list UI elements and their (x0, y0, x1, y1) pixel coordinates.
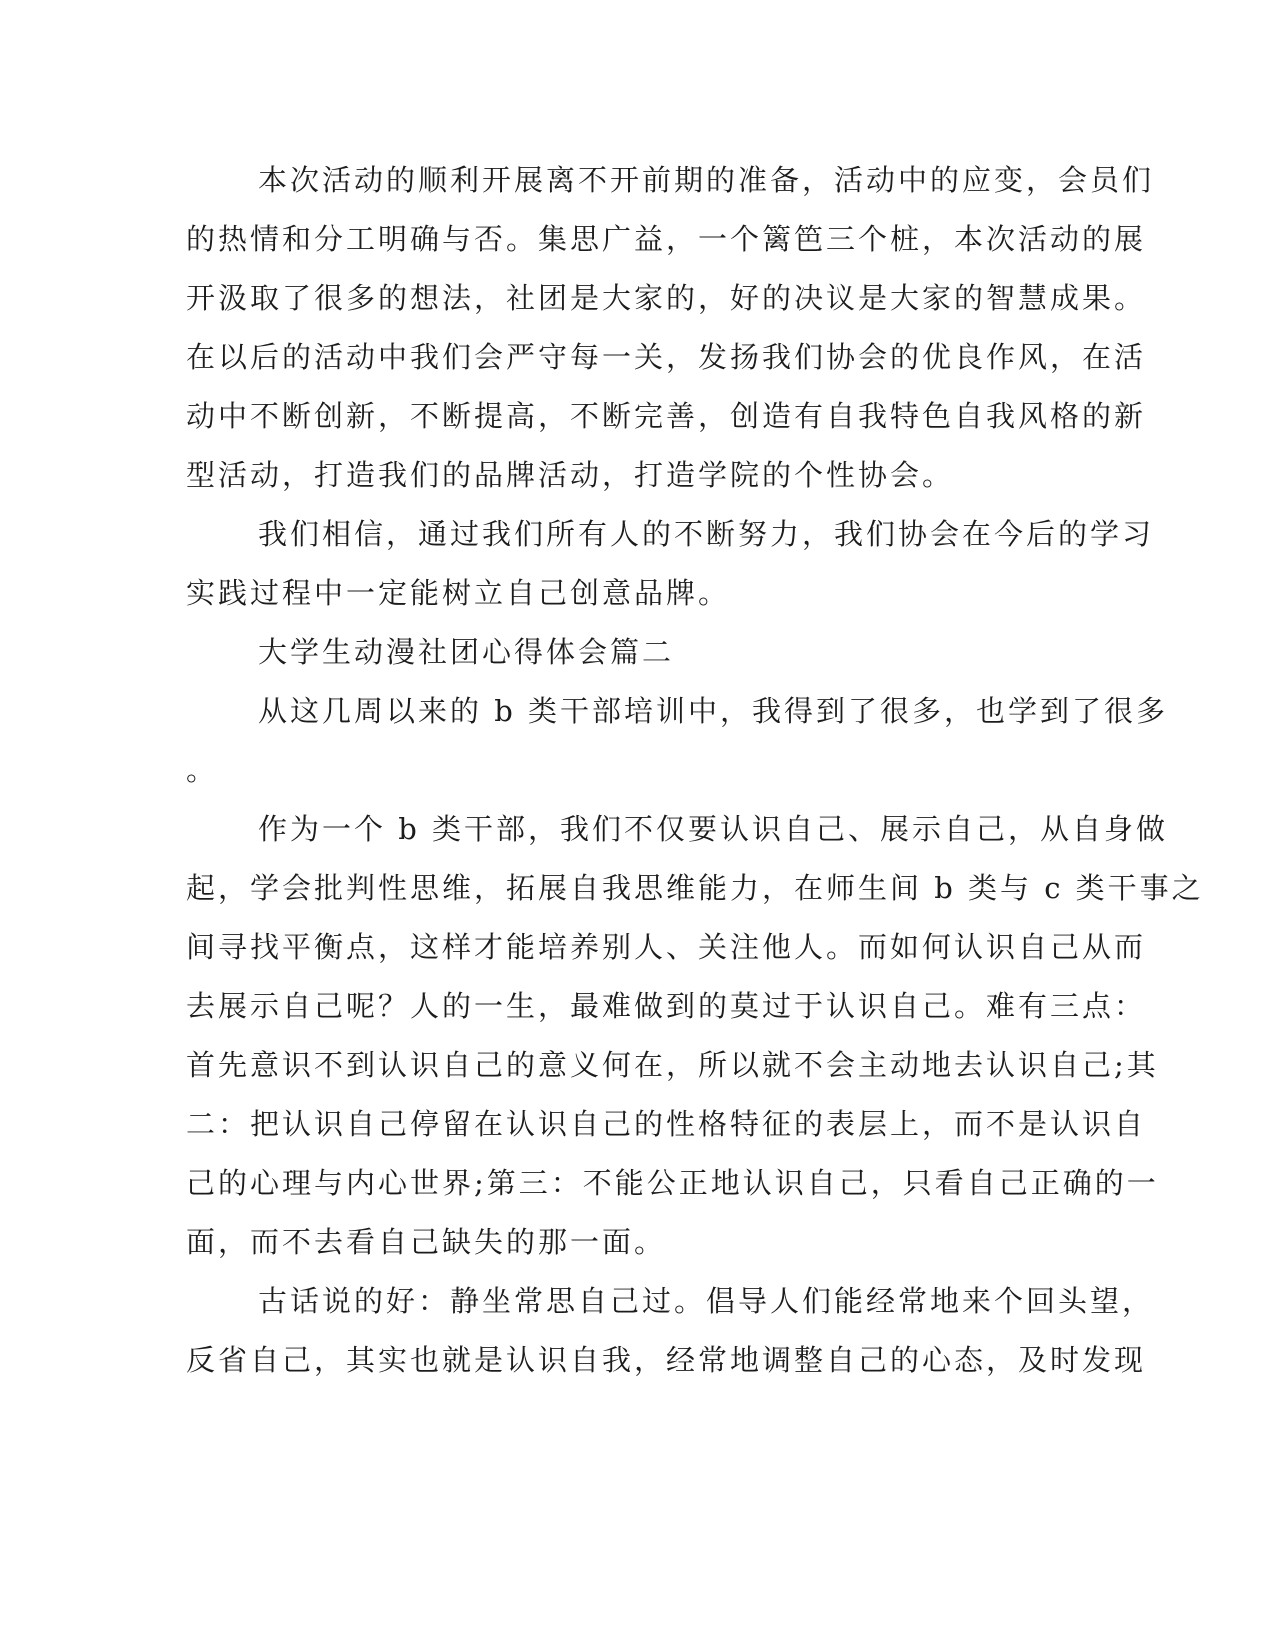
text-line: 。 (186, 753, 219, 787)
text-line: 间寻找平衡点，这样才能培养别人、关注他人。而如何认识自己从而 (186, 930, 1147, 964)
text-line: 我们相信，通过我们所有人的不断努力，我们协会在今后的学习 (258, 517, 1155, 551)
text-line: 二：把认识自己停留在认识自己的性格特征的表层上，而不是认识自 (186, 1107, 1147, 1141)
text-line: 去展示自己呢？人的一生，最难做到的莫过于认识自己。难有三点： (186, 989, 1147, 1023)
section-heading: 大学生动漫社团心得体会篇二 (258, 635, 675, 669)
text-line: 首先意识不到认识自己的意义何在，所以就不会主动地去认识自己;其 (186, 1048, 1159, 1082)
text-line: 作为一个 b 类干部，我们不仅要认识自己、展示自己，从自身做 (258, 812, 1169, 846)
text-line: 从这几周以来的 b 类干部培训中，我得到了很多，也学到了很多 (258, 694, 1169, 728)
text-line: 的热情和分工明确与否。集思广益，一个篱笆三个桩，本次活动的展 (186, 222, 1147, 256)
text-line: 实践过程中一定能树立自己创意品牌。 (186, 576, 731, 610)
text-line: 己的心理与内心世界;第三：不能公正地认识自己，只看自己正确的一 (186, 1166, 1159, 1200)
text-line: 开汲取了很多的想法，社团是大家的，好的决议是大家的智慧成果。 (186, 281, 1147, 315)
text-line: 本次活动的顺利开展离不开前期的准备，活动中的应变，会员们 (258, 163, 1155, 197)
text-line: 型活动，打造我们的品牌活动，打造学院的个性协会。 (186, 458, 955, 492)
text-line: 动中不断创新，不断提高，不断完善，创造有自我特色自我风格的新 (186, 399, 1147, 433)
text-line: 在以后的活动中我们会严守每一关，发扬我们协会的优良作风，在活 (186, 340, 1147, 374)
text-line: 起，学会批判性思维，拓展自我思维能力，在师生间 b 类与 c 类干事之 (186, 871, 1204, 905)
text-line: 反省自己，其实也就是认识自我，经常地调整自己的心态，及时发现 (186, 1343, 1147, 1377)
text-line: 古话说的好：静坐常思自己过。倡导人们能经常地来个回头望， (258, 1284, 1155, 1318)
text-line: 面，而不去看自己缺失的那一面。 (186, 1225, 667, 1259)
